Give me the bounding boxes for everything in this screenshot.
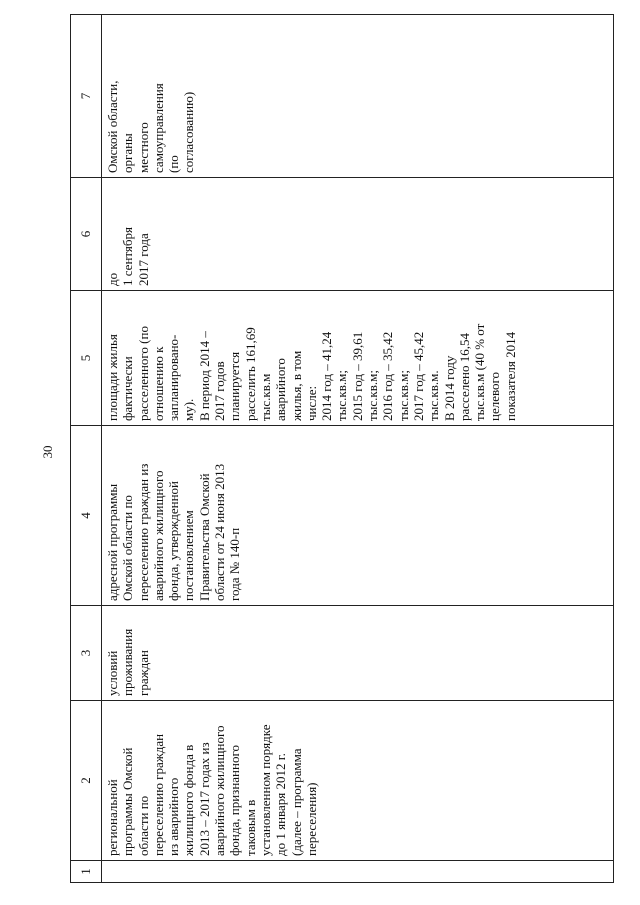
cell-text: площади жилья фактически расселенного (по отношению к запланировано- му). В период 2014 – 2017 годов планируется расселить 161,69 тыс.кв.м аварийного жилья, в том числе: 2014 год – 41,24 тыс.кв.м; 2015 год – 39,61 тыс.кв.м; 2016 год – 35,42 тыс.кв.м; 2017 год – 45,42 тыс.кв.м. В 2014 году расселено 16,54 тыс.кв.м (40 % от целевого показателя 2014 xyxy=(105,323,518,421)
column-header: 5 xyxy=(71,291,102,426)
column-header: 6 xyxy=(71,178,102,291)
table-cell xyxy=(102,178,614,291)
rotated-table-content xyxy=(70,15,613,883)
table-cell xyxy=(102,426,614,606)
table-cell xyxy=(102,291,614,426)
column-header: 3 xyxy=(71,606,102,701)
table-header-row xyxy=(71,15,102,883)
column-header: 2 xyxy=(71,701,102,861)
table-cell xyxy=(102,606,614,701)
column-header: 4 xyxy=(71,426,102,606)
page-number: 30 xyxy=(40,445,55,459)
rotated-table-frame xyxy=(70,15,613,883)
column-header: 7 xyxy=(71,15,102,178)
cell-text: условий проживания граждан xyxy=(105,628,151,696)
cell-text: до 1 сентября 2017 года xyxy=(105,227,151,286)
table-cell xyxy=(102,701,614,861)
table-cell xyxy=(102,15,614,178)
column-header: 1 xyxy=(71,861,102,883)
cell-text: региональной программы Омской области по переселению граждан из аварийного жилищного фонда в 2013 – 2017 годах из аварийного жилищного фонда, признанного таковым в установленном порядке до 1 января 2012 г. (далее – программа переселения) xyxy=(105,724,319,856)
cell-text: Омской области, органы местного самоуправления (по согласованию) xyxy=(105,80,197,173)
program-table xyxy=(70,14,614,883)
cell-text: адресной программы Омской области по переселению граждан из аварийного жилищного фонда, утвержденной постановлением Правительства Омской области от 24 июня 2013 года № 140-п xyxy=(105,463,243,601)
table-cell xyxy=(102,861,614,883)
cell-text xyxy=(102,861,105,882)
table-row xyxy=(102,15,614,883)
